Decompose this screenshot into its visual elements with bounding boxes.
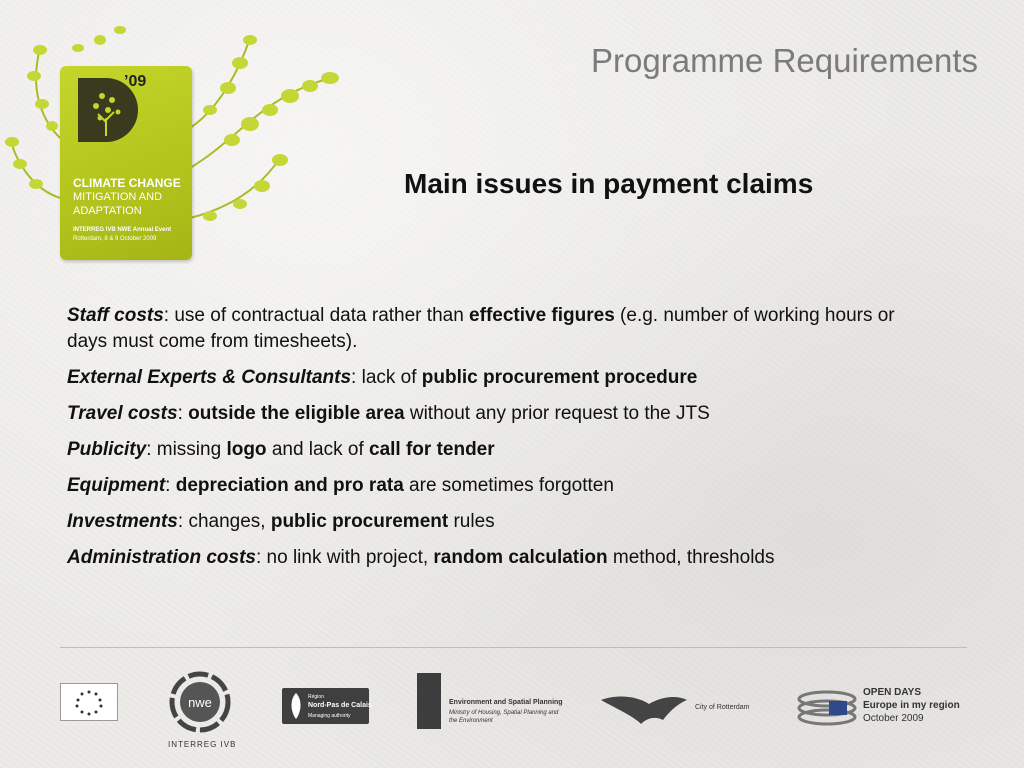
nwe-text: nwe	[188, 695, 212, 710]
issue-text: lack of	[361, 367, 422, 388]
eu-stars-icon	[61, 684, 117, 720]
issue-text: and lack of	[266, 439, 369, 460]
npdc-line1: Région	[308, 694, 324, 700]
issue-item	[67, 437, 917, 463]
open-days-line2: Europe in my region	[863, 700, 960, 711]
issue-text: changes,	[188, 511, 271, 532]
rotterdam-logo	[597, 690, 767, 726]
region-emblem-icon	[286, 691, 306, 721]
open-days-emblem-icon	[797, 687, 859, 727]
slide-subtitle: Main issues in payment claims	[404, 168, 814, 199]
issue-emphasis: public procurement	[270, 511, 449, 532]
issue-separator: :	[177, 403, 189, 424]
issue-separator: :	[255, 547, 267, 568]
issue-text: (e.g. number of working hours or days must come from timesheets).	[67, 305, 895, 352]
ministry-line2: Ministry of Housing, Spatial Planning and	[449, 710, 559, 716]
logo-title-line2: MITIGATION AND	[73, 191, 163, 203]
issue-category: Publicity	[67, 439, 147, 460]
issue-emphasis: public procurement procedure	[421, 367, 698, 388]
ministry-emblem-icon	[417, 673, 441, 729]
issue-separator: :	[146, 439, 157, 460]
nwe-caption: INTERREG IVB	[168, 740, 237, 749]
logo-title-line3: ADAPTATION	[73, 205, 142, 217]
leaf-branches-graphic	[0, 18, 390, 268]
issue-category: Administration costs	[67, 547, 256, 568]
issue-separator: :	[177, 511, 189, 532]
issue-text: rules	[448, 511, 495, 532]
rotterdam-text: City of Rotterdam	[695, 704, 750, 711]
ministry-line1: Environment and Spatial Planning	[449, 699, 563, 706]
npdc-line3: Managing authority	[308, 713, 351, 719]
open-days-line1: OPEN DAYS	[863, 687, 921, 698]
issues-list	[67, 303, 917, 581]
issue-category: Equipment	[67, 475, 166, 496]
issue-emphasis: call for tender	[369, 439, 495, 460]
issue-separator: :	[165, 475, 176, 496]
issue-text: method, thresholds	[607, 547, 775, 568]
issue-emphasis: depreciation and pro rata	[175, 475, 404, 496]
issue-emphasis: random calculation	[433, 547, 608, 568]
footer-divider	[60, 647, 967, 648]
issue-item	[67, 509, 917, 535]
issue-category: Travel costs	[67, 403, 178, 424]
nwe-ring-icon	[164, 668, 236, 740]
issue-category: External Experts & Consultants	[67, 367, 352, 388]
logo-event-name: INTERREG IVB NWE Annual Event	[73, 227, 172, 233]
event-logo	[0, 18, 390, 268]
logo-event-date: Rotterdam, 8 & 9 October 2009	[73, 236, 157, 242]
issue-item	[67, 303, 917, 355]
ministry-logo	[417, 673, 567, 729]
issue-text: without any prior request to the JTS	[404, 403, 710, 424]
issue-text: missing	[156, 439, 227, 460]
logo-year: ’09	[124, 73, 147, 90]
issue-item	[67, 401, 917, 427]
logo-title-line1: CLIMATE CHANGE	[73, 176, 181, 190]
page-title: Programme Requirements	[591, 42, 978, 79]
open-days-logo	[797, 687, 972, 727]
ministry-line3: the Environment	[449, 718, 493, 724]
issue-text: are sometimes forgotten	[403, 475, 614, 496]
issue-category: Investments	[67, 511, 178, 532]
issue-separator: :	[351, 367, 362, 388]
issue-separator: :	[163, 305, 175, 326]
npdc-line2: Nord-Pas de Calais	[308, 702, 372, 709]
issue-emphasis: logo	[226, 439, 267, 460]
nwe-logo	[164, 668, 236, 750]
nord-pas-de-calais-logo	[282, 688, 372, 724]
issue-item	[67, 473, 917, 499]
issue-item	[67, 365, 917, 391]
eu-flag-logo	[60, 683, 118, 721]
issue-text: no link with project,	[266, 547, 434, 568]
issue-item	[67, 545, 917, 571]
open-days-line3: October 2009	[863, 713, 924, 724]
issue-emphasis: outside the eligible area	[188, 403, 405, 424]
issue-text: use of contractual data rather than	[174, 305, 470, 326]
rotterdam-lion-icon	[597, 690, 692, 726]
issue-emphasis: effective figures	[469, 305, 615, 326]
issue-category: Staff costs	[67, 305, 164, 326]
